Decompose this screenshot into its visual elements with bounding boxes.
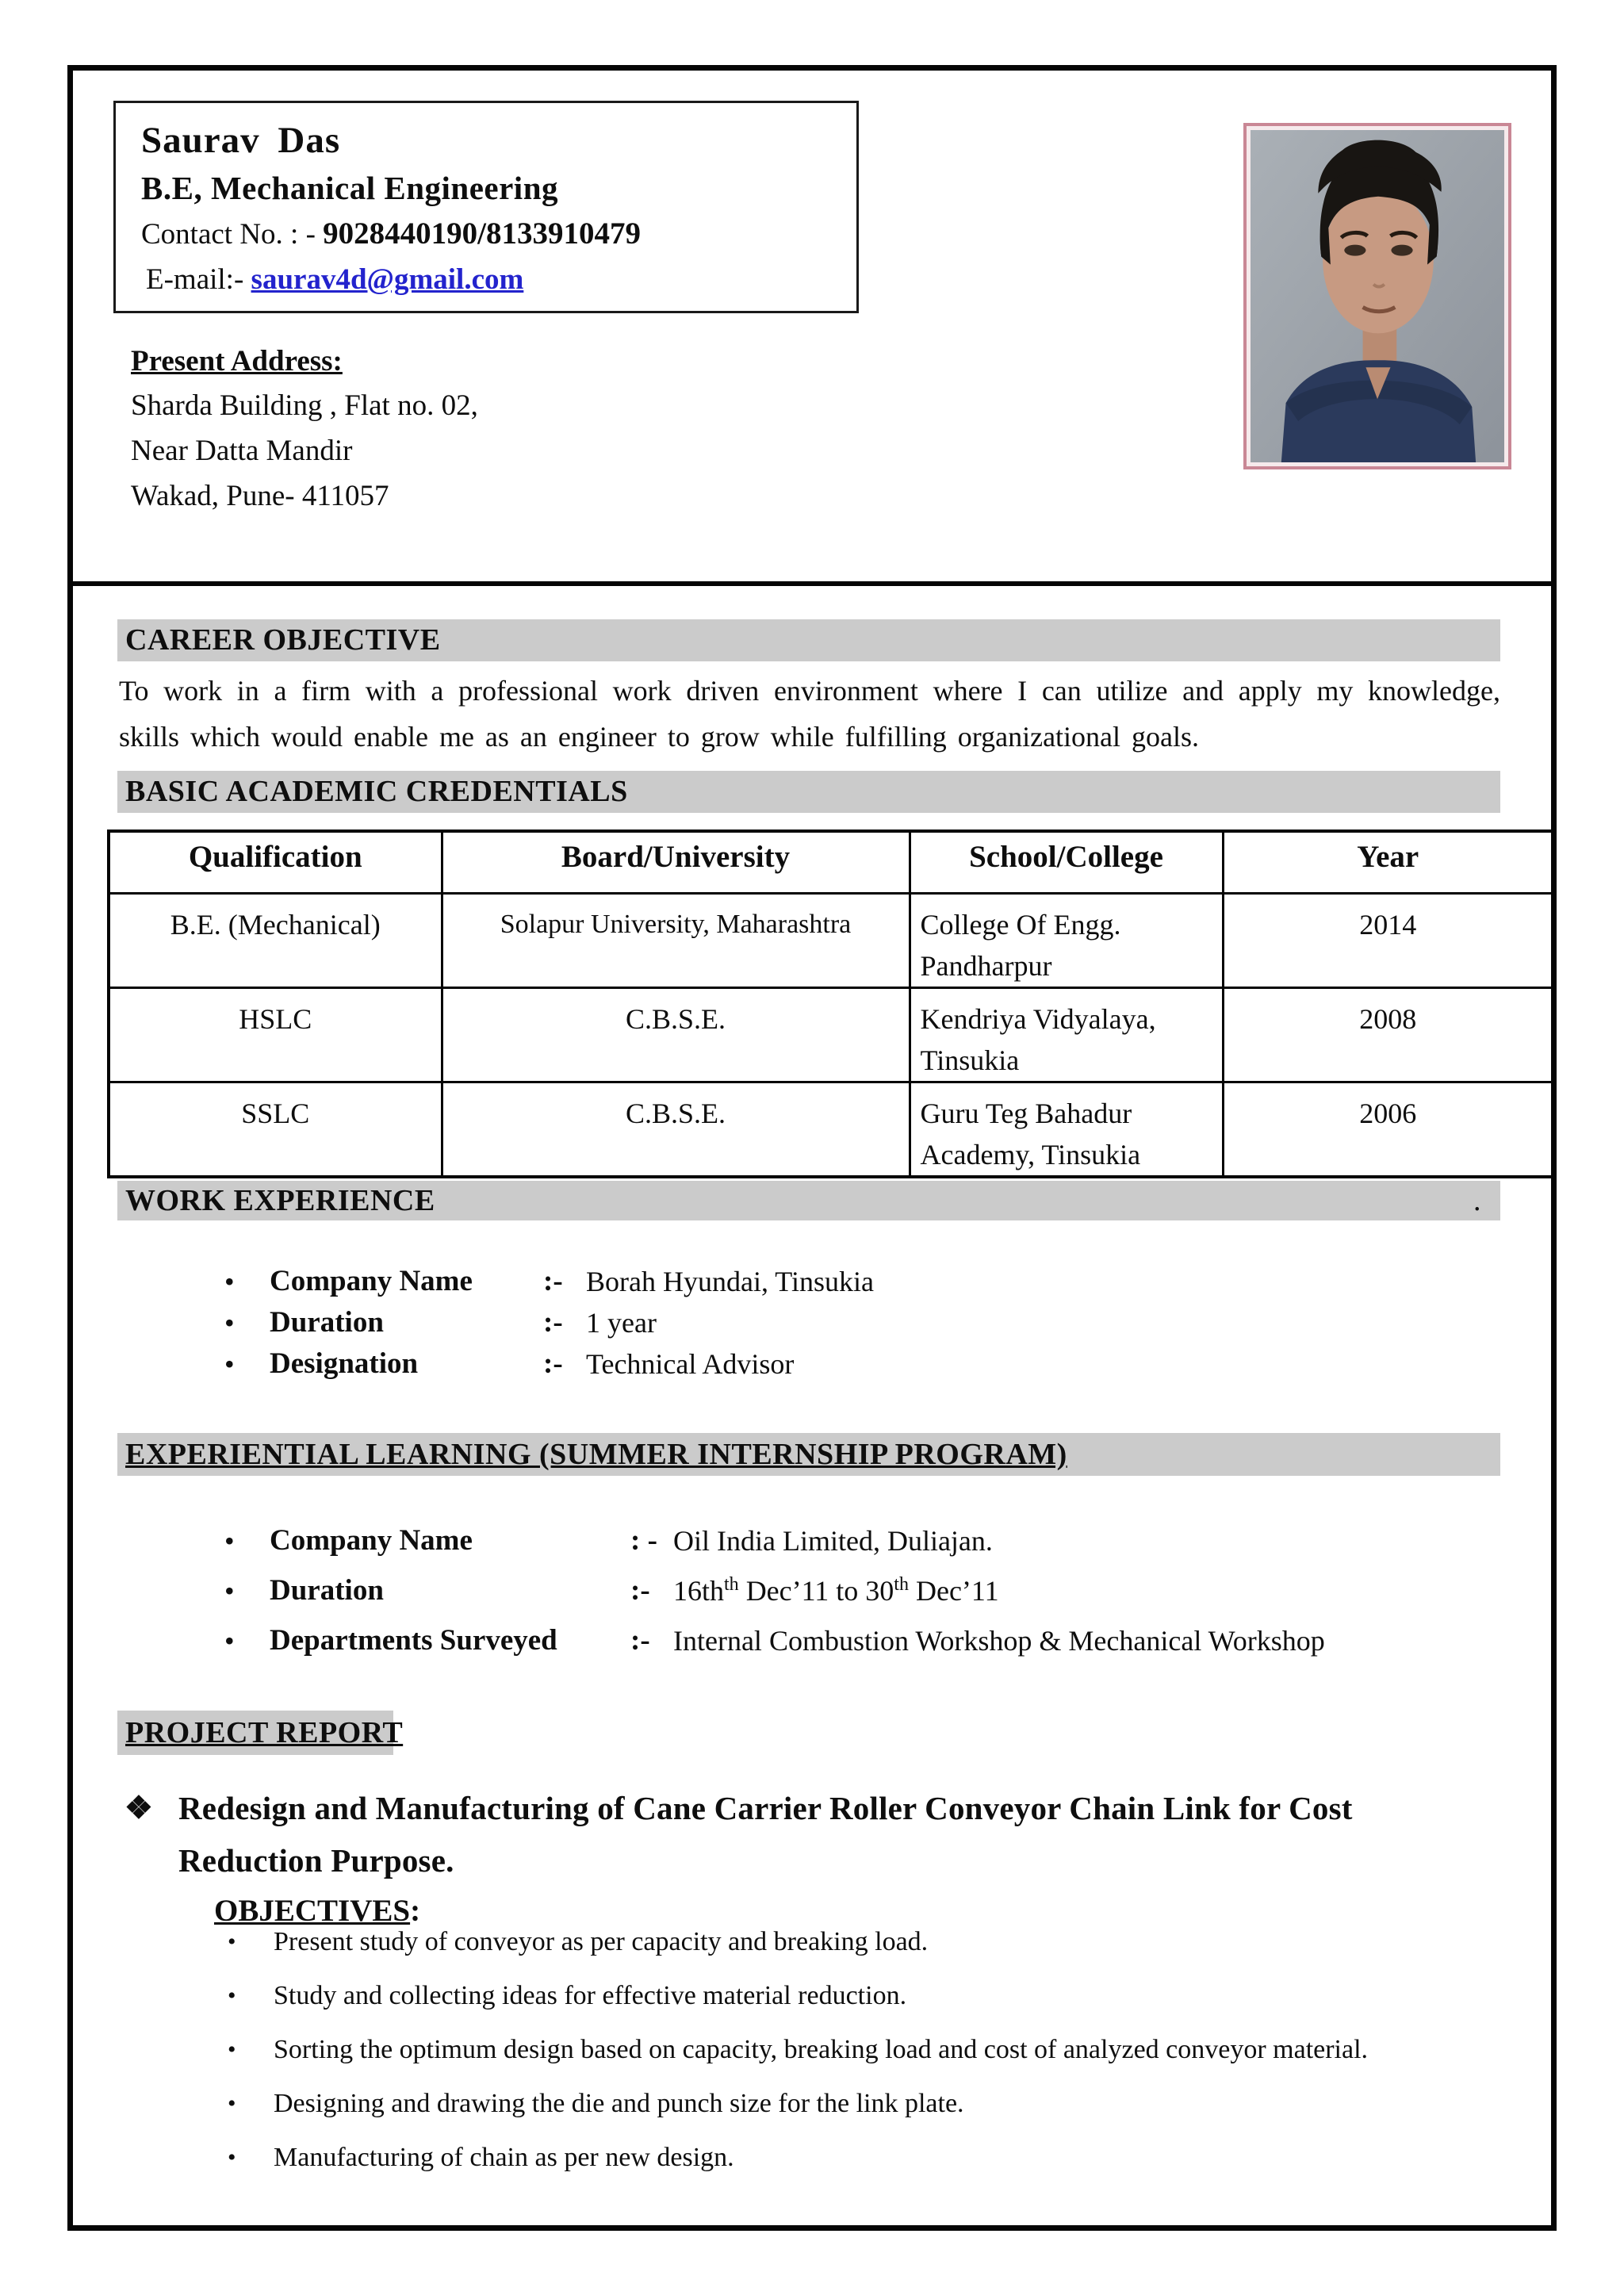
address-block — [131, 339, 478, 519]
table-header-year: Year — [1223, 831, 1553, 893]
table-cell-qualification: B.E. (Mechanical) — [109, 893, 442, 987]
objectives-list — [228, 1925, 1544, 2194]
objective-item — [228, 1979, 1544, 2033]
bullet-icon: • — [228, 2144, 236, 2170]
section-header-experiential-learning — [117, 1433, 1500, 1476]
objective-item — [228, 2033, 1544, 2086]
detail-value: Internal Combustion Workshop & Mechanical Workshop — [673, 1625, 1325, 1657]
address-line: Wakad, Pune- 411057 — [131, 480, 389, 512]
bullet-icon: • — [228, 2090, 236, 2117]
bullet-icon: • — [224, 1625, 235, 1657]
superscript-th: th — [894, 1574, 909, 1595]
work-detail-row — [224, 1305, 1414, 1346]
objective-item — [228, 2140, 1544, 2194]
intern-detail-row — [224, 1623, 1525, 1672]
table-cell-year: 2006 — [1223, 1082, 1553, 1177]
bullet-icon: • — [228, 1929, 236, 1955]
header-divider — [67, 581, 1557, 586]
objective-item — [228, 1925, 1544, 1979]
section-header-career-objective: CAREER OBJECTIVE — [117, 619, 1500, 661]
objective-text: Designing and drawing the die and punch size for the link plate. — [274, 2089, 964, 2118]
internship-details — [224, 1523, 1525, 1672]
detail-label: Duration — [270, 1306, 384, 1339]
bullet-icon: • — [224, 1575, 235, 1607]
table-cell-qualification: SSLC — [109, 1082, 442, 1177]
career-objective-text: To work in a firm with a professional work driven environment where I can utilize and apply my knowledge, skills which would enable me as an engineer to grow while fulfilling organizational goals. — [119, 675, 1500, 753]
detail-separator: :- — [630, 1574, 650, 1607]
table-header-board-university: Board/University — [442, 831, 910, 893]
table-cell-year: 2014 — [1223, 893, 1553, 987]
intern-detail-row — [224, 1573, 1525, 1623]
project-summary: Redesign and Manufacturing of Cane Carrier Roller Conveyor Chain Link for Cost Reduction Purpose. — [178, 1790, 1353, 1879]
table-row — [109, 987, 1553, 1082]
detail-value: 1 year — [586, 1307, 657, 1339]
table-header-school-college: School/College — [910, 831, 1223, 893]
detail-separator: :- — [543, 1347, 563, 1380]
person-portrait-image — [1251, 130, 1504, 462]
bullet-icon: • — [224, 1348, 235, 1380]
detail-value: Technical Advisor — [586, 1348, 795, 1380]
detail-separator: :- — [630, 1624, 650, 1657]
detail-separator: :- — [543, 1306, 563, 1339]
bullet-icon: • — [228, 1983, 236, 2009]
detail-separator: : - — [630, 1524, 657, 1557]
table-cell-board: Solapur University, Maharashtra — [442, 893, 910, 987]
table-cell-school: Guru Teg Bahadur Academy, Tinsukia — [910, 1082, 1223, 1177]
contact-card — [113, 101, 859, 313]
objective-text: Present study of conveyor as per capacity and breaking load. — [274, 1927, 929, 1956]
table-row — [109, 1082, 1553, 1177]
objective-item — [228, 2086, 1544, 2140]
email-line — [141, 258, 848, 302]
detail-separator: :- — [543, 1265, 563, 1297]
detail-value: Borah Hyundai, Tinsukia — [586, 1266, 875, 1297]
superscript-th: th — [724, 1574, 739, 1595]
table-cell-qualification: HSLC — [109, 987, 442, 1082]
objectives-label: OBJECTIVES — [214, 1894, 411, 1928]
detail-label: Duration — [270, 1574, 384, 1607]
email-link[interactable]: saurav4d@gmail.com — [251, 263, 524, 296]
bullet-icon: • — [228, 2036, 236, 2063]
detail-value: Oil India Limited, Duliajan. — [673, 1525, 993, 1557]
objective-text: Manufacturing of chain as per new design. — [274, 2143, 734, 2172]
work-detail-row — [224, 1346, 1414, 1387]
detail-value-duration: $16th^{th}$ Dec’11 to 30th Dec’11 — [673, 1574, 999, 1607]
contact-number: 9028440190/8133910479 — [323, 216, 641, 251]
detail-label: Designation — [270, 1347, 419, 1380]
section-header-academic-credentials: BASIC ACADEMIC CREDENTIALS — [117, 771, 1500, 813]
contact-number-line — [141, 211, 848, 258]
candidate-degree: B.E, Mechanical Engineering — [141, 170, 558, 206]
detail-label: Company Name — [270, 1524, 473, 1557]
address-line: Sharda Building , Flat no. 02, — [131, 389, 478, 422]
project-item — [124, 1782, 1504, 1887]
work-detail-row — [224, 1263, 1414, 1305]
detail-label: Departments Surveyed — [270, 1624, 557, 1657]
email-label: E-mail:- — [146, 263, 251, 296]
contact-label: Contact No. : - — [141, 218, 324, 251]
detail-label: Company Name — [270, 1265, 473, 1297]
table-header-qualification: Qualification — [109, 831, 442, 893]
table-row — [109, 893, 1553, 987]
table-cell-year: 2008 — [1223, 987, 1553, 1082]
bullet-icon: • — [224, 1525, 235, 1557]
work-experience-period: . — [1473, 1184, 1481, 1217]
objectives-colon: : — [410, 1894, 421, 1928]
project-report-title: PROJECT REPORT — [125, 1716, 404, 1749]
diamond-bullet-icon: ❖ — [124, 1790, 153, 1826]
table-cell-school: College Of Engg. Pandharpur — [910, 893, 1223, 987]
table-cell-school: Kendriya Vidyalaya, Tinsukia — [910, 987, 1223, 1082]
table-cell-board: C.B.S.E. — [442, 1082, 910, 1177]
section-header-project-report — [117, 1711, 404, 1755]
work-experience-details — [224, 1263, 1414, 1387]
address-line: Near Datta Mandir — [131, 435, 353, 467]
intern-detail-row — [224, 1523, 1525, 1573]
present-address-heading: Present Address: — [131, 345, 343, 377]
objective-text: Sorting the optimum design based on capacity, breaking load and cost of analyzed conveyor material. — [274, 2035, 1369, 2064]
academic-credentials-table — [107, 829, 1555, 1178]
bullet-icon: • — [224, 1307, 235, 1339]
section-header-work-experience — [117, 1181, 1500, 1220]
candidate-name: Saurav Das — [141, 120, 341, 161]
table-cell-board: C.B.S.E. — [442, 987, 910, 1082]
bullet-icon: • — [224, 1266, 235, 1297]
work-experience-title: WORK EXPERIENCE — [125, 1184, 435, 1217]
experiential-learning-title: EXPERIENTIAL LEARNING (SUMMER INTERNSHIP PROGRAM) — [125, 1438, 1067, 1471]
objective-text: Study and collecting ideas for effective material reduction. — [274, 1981, 907, 2010]
table-header-row — [109, 831, 1553, 893]
profile-photo — [1243, 123, 1511, 469]
